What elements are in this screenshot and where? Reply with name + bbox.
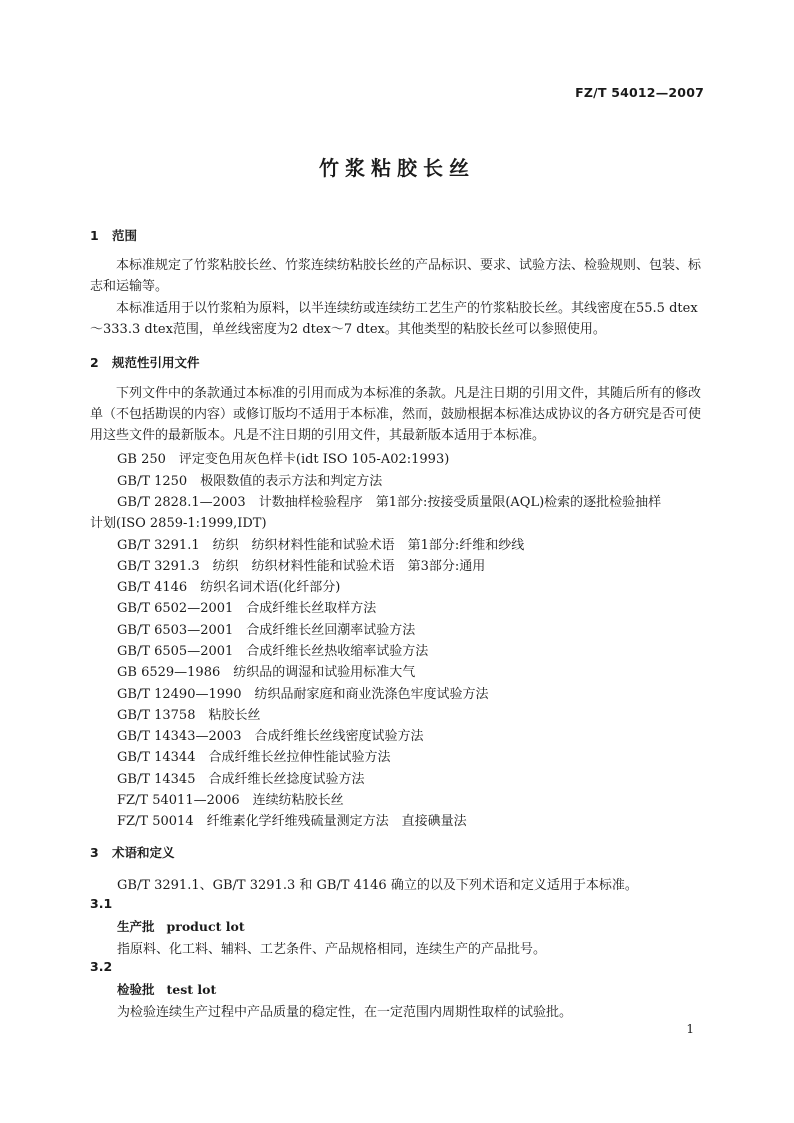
section-1-paragraph-2: 本标准适用于以竹浆粕为原料，以半连续纺或连续纺工艺生产的竹浆粘胶长丝。其线密度在55.5 dtex～333.3 dtex范围，单丝线密度为2 dtex～7 dtex。其他类型的粘胶长丝可以参照使用。: [90, 301, 698, 337]
term-en: product lot: [166, 919, 245, 934]
reference-item: GB/T 12490—1990 纺织品耐家庭和商业洗涤色牢度试验方法: [117, 687, 489, 702]
section-number: 2: [90, 355, 99, 370]
term-heading: [117, 980, 216, 998]
document-title: 竹浆粘胶长丝: [319, 156, 475, 180]
section-3-heading: [90, 843, 175, 861]
reference-item: GB/T 3291.3 纺织 纺织材料性能和试验术语 第3部分:通用: [117, 559, 486, 574]
reference-item: GB/T 14344 合成纤维长丝拉伸性能试验方法: [117, 750, 391, 765]
reference-item: GB/T 4146 纺织名词术语(化纤部分): [117, 580, 341, 595]
term-definition: 为检验连续生产过程中产品质量的稳定性，在一定范围内周期性取样的试验批。: [117, 1005, 573, 1020]
term-number: 3.2: [90, 959, 113, 974]
section-title: 术语和定义: [112, 845, 175, 860]
reference-item: FZ/T 54011—2006 连续纺粘胶长丝: [117, 793, 344, 808]
reference-item: GB/T 6503—2001 合成纤维长丝回潮率试验方法: [117, 623, 416, 638]
reference-item: 计划(ISO 2859-1:1999,IDT): [90, 516, 267, 531]
term-zh: 生产批: [117, 919, 155, 934]
reference-item: GB/T 3291.1 纺织 纺织材料性能和试验术语 第1部分:纤维和纱线: [117, 538, 525, 553]
reference-item: GB 250 评定变色用灰色样卡(idt ISO 105-A02:1993): [117, 452, 450, 467]
section-number: 1: [90, 228, 99, 243]
reference-item: GB/T 14343—2003 合成纤维长丝线密度试验方法: [117, 729, 424, 744]
standard-code: FZ/T 54012—2007: [575, 85, 704, 100]
reference-item: GB/T 2828.1—2003 计数抽样检验程序 第1部分:按接受质量限(AQL)检索的逐批检验抽样: [117, 495, 662, 510]
term-heading: [117, 917, 245, 935]
reference-item: FZ/T 50014 纤维素化学纤维残硫量测定方法 直接碘量法: [117, 814, 467, 829]
reference-item: GB 6529—1986 纺织品的调湿和试验用标准大气: [117, 665, 416, 680]
reference-item: GB/T 14345 合成纤维长丝捻度试验方法: [117, 772, 365, 787]
reference-item: GB/T 13758 粘胶长丝: [117, 708, 261, 723]
term-en: test lot: [166, 982, 217, 997]
section-3-intro: GB/T 3291.1、GB/T 3291.3 和 GB/T 4146 确立的以及下列术语和定义适用于本标准。: [117, 878, 638, 893]
section-number: 3: [90, 845, 99, 860]
section-1-heading: [90, 226, 137, 244]
reference-item: GB/T 6502—2001 合成纤维长丝取样方法: [117, 601, 377, 616]
page-number: 1: [686, 1022, 694, 1036]
reference-item: GB/T 1250 极限数值的表示方法和判定方法: [117, 474, 383, 489]
section-title: 规范性引用文件: [112, 355, 200, 370]
term-zh: 检验批: [117, 982, 155, 997]
section-2-intro: 下列文件中的条款通过本标准的引用而成为本标准的条款。凡是注日期的引用文件，其随后所有的修改单（不包括勘误的内容）或修订版均不适用于本标准，然而，鼓励根据本标准达成协议的各方研究是否可使用这些文件的最新版本。凡是不注日期的引用文件，其最新版本适用于本标准。: [90, 386, 702, 443]
section-2-heading: [90, 353, 200, 371]
section-1-paragraph-1: 本标准规定了竹浆粘胶长丝、竹浆连续纺粘胶长丝的产品标识、要求、试验方法、检验规则、包装、标志和运输等。: [90, 258, 702, 294]
term-definition: 指原料、化工料、辅料、工艺条件、产品规格相同，连续生产的产品批号。: [117, 942, 547, 957]
term-number: 3.1: [90, 896, 113, 911]
section-title: 范围: [112, 228, 138, 243]
reference-item: GB/T 6505—2001 合成纤维长丝热收缩率试验方法: [117, 644, 429, 659]
